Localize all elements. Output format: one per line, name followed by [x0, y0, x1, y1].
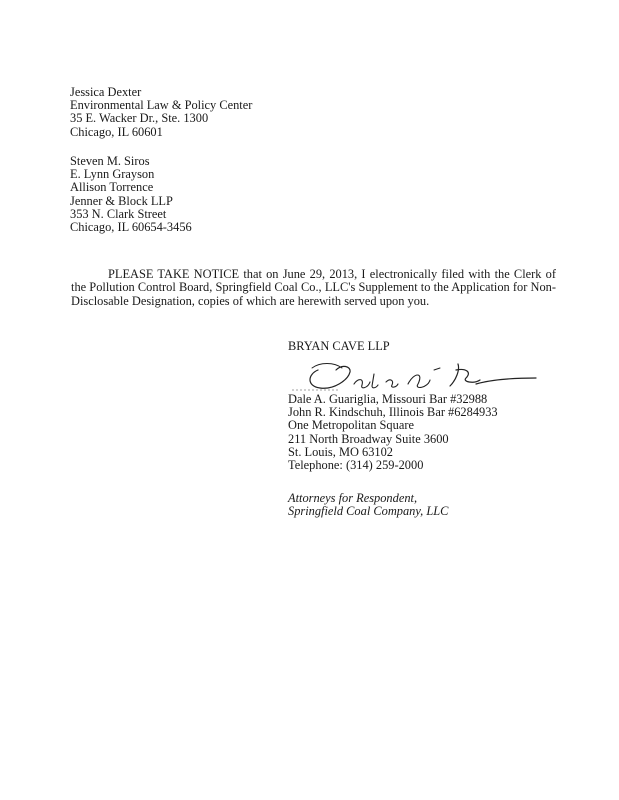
- signer-block: [288, 393, 498, 472]
- notice-text: PLEASE TAKE NOTICE that on June 29, 2013, I electronically filed with the Clerk of the Pollution Control Board, Springfield Coal Co., LLC's Supplement to the Application for Non-Disclosable Designation, copies of which are herewith served upon you.: [71, 267, 556, 308]
- notice-paragraph: [71, 268, 556, 308]
- signer-line: One Metropolitan Square: [288, 418, 414, 433]
- role-line: Attorneys for Respondent,: [288, 491, 418, 505]
- address-line: E. Lynn Grayson: [70, 167, 155, 182]
- address-line: Jessica Dexter: [70, 85, 142, 99]
- addressee-block-2: [70, 155, 192, 234]
- address-line: 35 E. Wacker Dr., Ste. 1300: [70, 111, 209, 126]
- address-line: Allison Torrence: [70, 180, 154, 195]
- signer-line: 211 North Broadway Suite 3600: [288, 431, 449, 446]
- signer-line: Dale A. Guariglia, Missouri Bar #32988: [288, 392, 488, 406]
- address-line: 353 N. Clark Street: [70, 206, 167, 221]
- signer-line: Telephone: (314) 259-2000: [288, 458, 424, 473]
- firm-name-block: [288, 340, 390, 353]
- firm-name: BRYAN CAVE LLP: [288, 339, 390, 353]
- addressee-block-1: [70, 86, 252, 139]
- address-line: Environmental Law & Policy Center: [70, 98, 253, 113]
- signer-line: St. Louis, MO 63102: [288, 444, 393, 459]
- signer-line: John R. Kindschuh, Illinois Bar #6284933: [288, 405, 498, 420]
- address-line: Chicago, IL 60654-3456: [70, 220, 192, 235]
- attorneys-for-block: [288, 492, 448, 518]
- address-line: Jenner & Block LLP: [70, 193, 173, 208]
- address-line: Steven M. Siros: [70, 154, 150, 168]
- role-line: Springfield Coal Company, LLC: [288, 504, 449, 519]
- address-line: Chicago, IL 60601: [70, 124, 163, 139]
